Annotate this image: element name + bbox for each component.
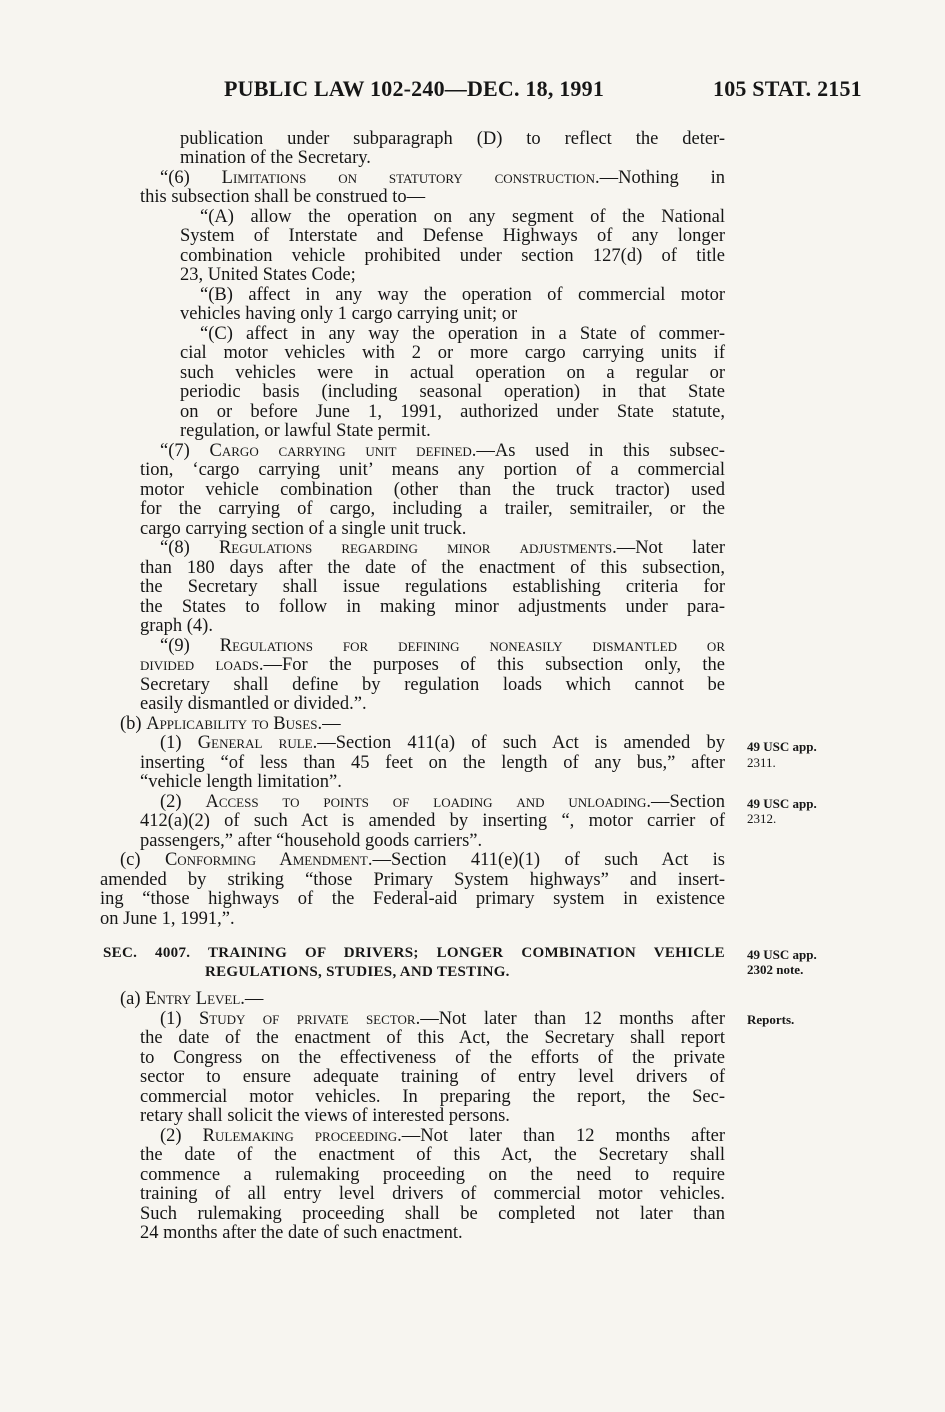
text-line: ing “those highways of the Federal-aid primary system in existence [100, 889, 725, 909]
text-line: amended by striking “those Primary System highways” and insert- [100, 870, 725, 890]
text-line: graph (4). [140, 616, 213, 636]
subsection-c-heading: (c) Conforming Amendment.—Section 411(e)(1) of such Act is [120, 850, 725, 870]
text-line: “(A) allow the operation on any segment of the National [200, 207, 725, 227]
text-line: 412(a)(2) of such Act is amended by inserting “, motor carrier of [140, 811, 725, 831]
text-line: Such rulemaking proceeding shall be completed not later than [140, 1204, 725, 1224]
text-line: than 180 days after the date of the enactment of this subsection, [140, 558, 725, 578]
text-line: the date of the enactment of this Act, the Secretary shall [140, 1145, 725, 1165]
text-line: the States to follow in making minor adjustments under para- [140, 597, 725, 617]
section-4007-heading: SEC. 4007. TRAINING OF DRIVERS; LONGER COMBINATION VEHICLE [103, 945, 725, 961]
text-line: “vehicle length limitation”. [140, 772, 342, 792]
paragraph-7-heading: “(7) Cargo carrying unit defined.—As used in this subsec- [160, 441, 725, 461]
running-header-page-number: 105 STAT. 2151 [713, 76, 862, 101]
text-line: motor vehicle combination (other than the truck tractor) used [140, 480, 725, 500]
paragraph-6-heading: “(6) Limitations on statutory construction.—Nothing in [160, 168, 726, 188]
text-line: on June 1, 1991,”. [100, 909, 235, 929]
text-line: retary shall solicit the views of interested persons. [140, 1106, 510, 1126]
margin-citation: 49 USC app. [747, 739, 817, 754]
text-line: the date of the enactment of this Act, the Secretary shall report [140, 1028, 725, 1048]
text-line: training of all entry level drivers of commercial motor vehicles. [140, 1184, 725, 1204]
running-header-title: PUBLIC LAW 102-240—DEC. 18, 1991 [224, 76, 605, 101]
section-4007-heading-continued: REGULATIONS, STUDIES, AND TESTING. [205, 964, 510, 980]
margin-citation: 49 USC app. [747, 947, 817, 962]
text-line: this subsection shall be construed to— [140, 187, 426, 207]
text-line: for the carrying of cargo, including a trailer, semitrailer, or the [140, 499, 725, 519]
subsection-a-heading: (a) Entry Level.— [120, 989, 264, 1009]
text-line: sector to ensure adequate training of entry level drivers of [140, 1067, 725, 1087]
subsection-a-1: (1) Study of private sector.—Not later than 12 months after [160, 1009, 725, 1029]
text-line: commence a rulemaking proceeding on the need to require [140, 1165, 725, 1185]
margin-note-reports: Reports. [747, 1012, 795, 1027]
margin-citation: 49 USC app. [747, 796, 817, 811]
text-line: cargo carrying section of a single unit truck. [140, 519, 467, 539]
subsection-b-2: (2) Access to points of loading and unloading.—Section [160, 792, 725, 812]
text-line: passengers,” after “household goods carriers”. [140, 831, 483, 851]
text-line: “(B) affect in any way the operation of commercial motor [200, 285, 725, 305]
subsection-b-heading: (b) Applicability to Buses.— [120, 714, 341, 734]
text-line: cial motor vehicles with 2 or more cargo carrying units if [180, 343, 725, 363]
text-line: “(C) affect in any way the operation in a State of commer- [200, 324, 725, 344]
text-line: Secretary shall define by regulation loads which cannot be [140, 675, 725, 695]
text-line: System of Interstate and Defense Highways of any longer [180, 226, 725, 246]
text-line: mination of the Secretary. [180, 148, 371, 168]
text-line: commercial motor vehicles. In preparing the report, the Sec- [140, 1087, 725, 1107]
text-line: vehicles having only 1 cargo carrying unit; or [180, 304, 518, 324]
text-line: regulation, or lawful State permit. [180, 421, 431, 441]
margin-citation: 2311. [747, 755, 776, 770]
paragraph-9-heading: “(9) Regulations for defining noneasily dismantled or [160, 636, 725, 656]
text-line: 23, United States Code; [180, 265, 356, 285]
text-line: inserting “of less than 45 feet on the length of any bus,” after [140, 753, 725, 773]
subsection-a-2: (2) Rulemaking proceeding.—Not later than 12 months after [160, 1126, 725, 1146]
paragraph-8-heading: “(8) Regulations regarding minor adjustments.—Not later [160, 538, 725, 558]
subsection-b-1: (1) General rule.—Section 411(a) of such Act is amended by [160, 733, 725, 753]
text-line: such vehicles were in actual operation on a regular or [180, 363, 725, 383]
text-line: combination vehicle prohibited under section 127(d) of title [180, 246, 725, 266]
margin-citation: 2312. [747, 811, 777, 826]
text-line: 24 months after the date of such enactment. [140, 1223, 463, 1243]
text-line: on or before June 1, 1991, authorized under State statute, [180, 402, 725, 422]
text-line: periodic basis (including seasonal operation) in that State [180, 382, 725, 402]
text-line: tion, ‘cargo carrying unit’ means any portion of a commercial [140, 460, 725, 480]
text-line: easily dismantled or divided.”. [140, 694, 367, 714]
paragraph-9-continued: divided loads.—For the purposes of this subsection only, the [140, 655, 725, 675]
text-line: publication under subparagraph (D) to reflect the deter- [180, 129, 725, 149]
text-line: the Secretary shall issue regulations establishing criteria for [140, 577, 725, 597]
margin-citation: 2302 note. [747, 962, 804, 977]
text-line: to Congress on the effectiveness of the efforts of the private [140, 1048, 725, 1068]
